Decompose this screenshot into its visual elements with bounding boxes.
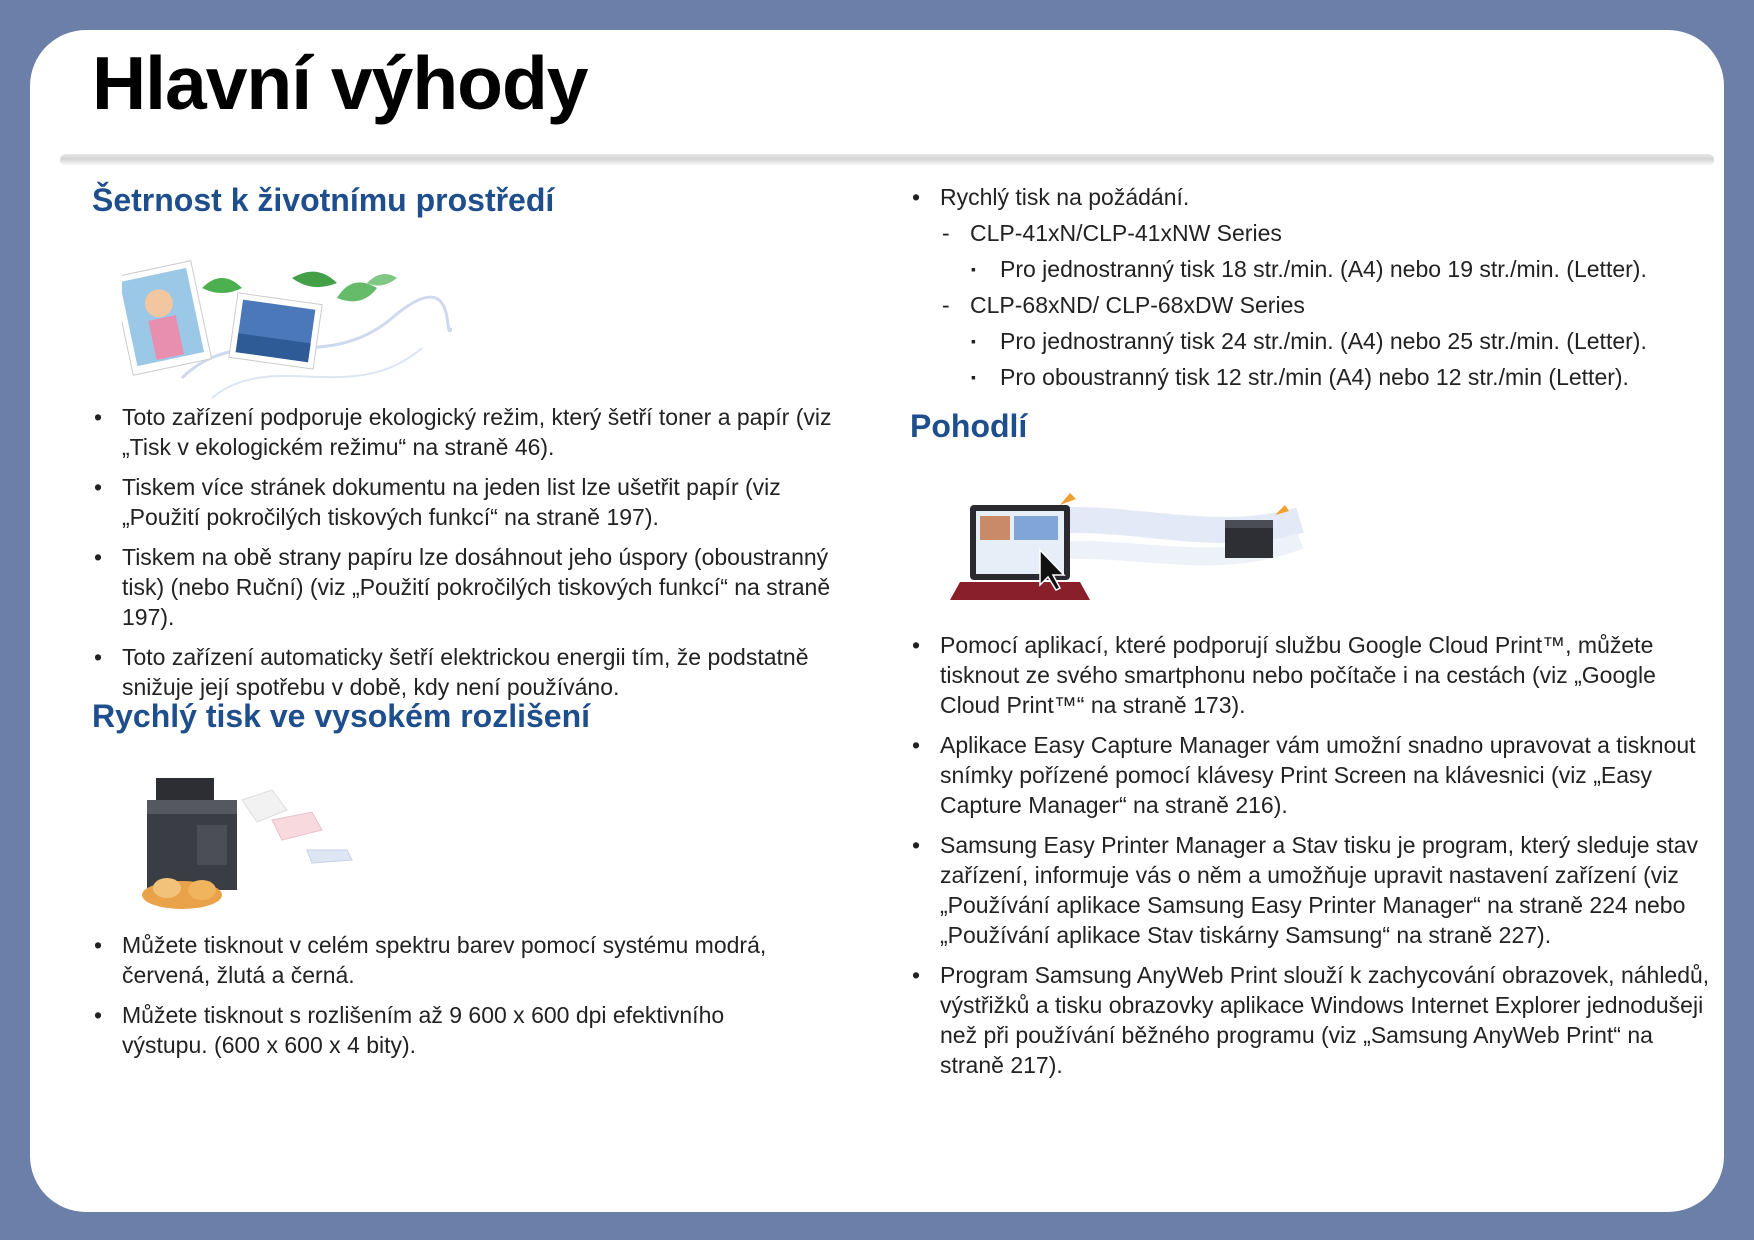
list-item: • Aplikace Easy Capture Manager vám umožní snadno upravovat a tisknout snímky pořízené pomocí klávesy Print Screen na klávesnici (viz „Easy Capture Manager“ na straně 216). bbox=[910, 730, 1710, 820]
page bbox=[30, 30, 1724, 1212]
series-2: - CLP-68xND/ CLP-68xDW Series bbox=[940, 290, 1710, 320]
title-divider bbox=[60, 154, 1714, 166]
comfort-list bbox=[910, 630, 1710, 1090]
eco-list bbox=[92, 402, 862, 712]
list-item: • Toto zařízení automaticky šetří elektrickou energii tím, že podstatně snižuje její spotřebu v době, kdy není používáno. bbox=[92, 642, 862, 702]
series-1-item: ▪ Pro jednostranný tisk 18 str./min. (A4) nebo 19 str./min. (Letter). bbox=[940, 254, 1710, 284]
series-2-item: ▪ Pro oboustranný tisk 12 str./min (A4) nebo 12 str./min (Letter). bbox=[940, 362, 1710, 392]
list-item: • Program Samsung AnyWeb Print slouží k zachycování obrazovek, náhledů, výstřižků a tisku obrazovky aplikace Windows Internet Explorer jednodušeji než při používání běžného programu (viz „Samsung AnyWeb Print“ na straně 217). bbox=[910, 960, 1710, 1080]
list-item: • Můžete tisknout v celém spektru barev pomocí systému modrá, červená, žlutá a černá. bbox=[92, 930, 792, 990]
laptop-printer-illustration bbox=[940, 490, 1320, 630]
series-2-item: ▪ Pro jednostranný tisk 24 str./min. (A4) nebo 25 str./min. (Letter). bbox=[940, 326, 1710, 356]
printer-illustration bbox=[122, 770, 372, 910]
list-item bbox=[910, 182, 1710, 392]
page-title: Hlavní výhody bbox=[92, 41, 588, 125]
heading-eco: Šetrnost k životnímu prostředí bbox=[92, 182, 555, 218]
list-item: • Samsung Easy Printer Manager a Stav tisku je program, který sleduje stav zařízení, informuje vás o něm a umožňuje upravit nastavení zařízení (viz „Používání aplikace Samsung Easy Printer Manager“ na straně 224 nebo „Používání aplikace Stav tiskárny Samsung“ na straně 227). bbox=[910, 830, 1710, 950]
list-item: • Tiskem na obě strany papíru lze dosáhnout jeho úspory (oboustranný tisk) (nebo Ruční) (viz „Použití pokročilých tiskových funkcí“ na straně 197). bbox=[92, 542, 862, 632]
list-item: • Tiskem více stránek dokumentu na jeden list lze ušetřit papír (viz „Použití pokročilých tiskových funkcí“ na straně 197). bbox=[92, 472, 862, 532]
list-item: • Můžete tisknout s rozlišením až 9 600 x 600 dpi efektivního výstupu. (600 x 600 x 4 bity). bbox=[92, 1000, 792, 1060]
eco-illustration bbox=[122, 258, 452, 418]
list-item: • Toto zařízení podporuje ekologický režim, který šetří toner a papír (viz „Tisk v ekologickém režimu“ na straně 46). bbox=[92, 402, 862, 462]
list-item: • Pomocí aplikací, které podporují službu Google Cloud Print™, můžete tisknout ze svého smartphonu nebo počítače i na cestách (viz „Google Cloud Print™“ na straně 173). bbox=[910, 630, 1710, 720]
speed-list bbox=[910, 182, 1710, 402]
speed-intro: • Rychlý tisk na požádání. bbox=[940, 184, 1190, 210]
fast-list bbox=[92, 930, 792, 1070]
heading-comfort: Pohodlí bbox=[910, 408, 1028, 444]
heading-fast-print: Rychlý tisk ve vysokém rozlišení bbox=[92, 698, 591, 734]
series-1: - CLP-41xN/CLP-41xNW Series bbox=[940, 218, 1710, 248]
